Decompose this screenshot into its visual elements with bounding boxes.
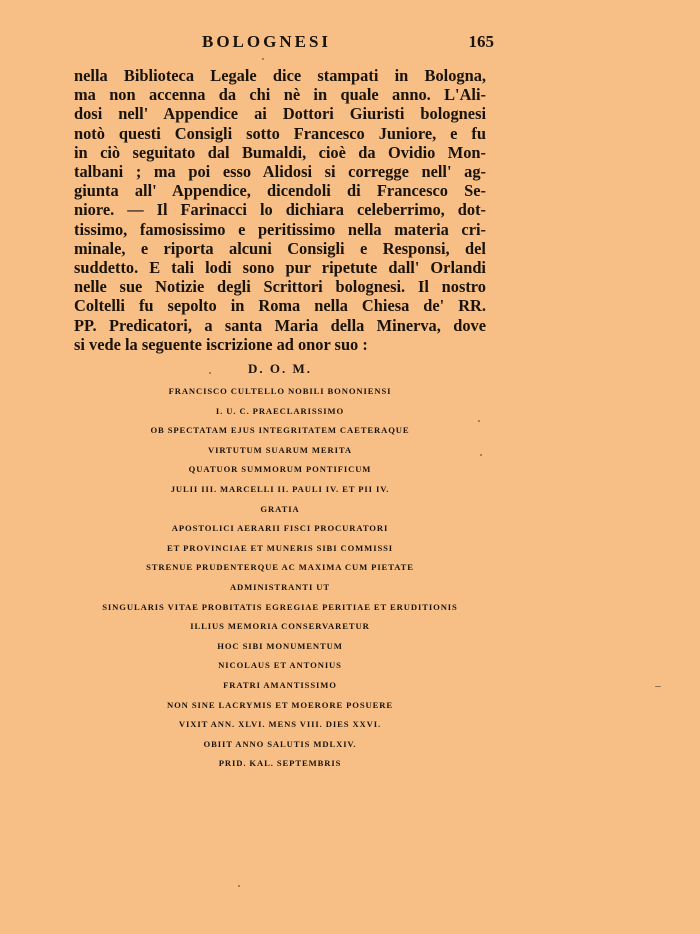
inscription-heading: D. O. M.: [247, 361, 313, 376]
inscription-line: QUATUOR SUMMORUM PONTIFICUM: [188, 464, 372, 475]
text-line: nella Biblioteca Legale dice stampati in Bologna,: [74, 66, 486, 85]
text-line: ma non accenna da chi nè in quale anno. L'Ali-: [74, 85, 486, 105]
text-line: dosi nell' Appendice ai Dottori Giuristi bolognesi: [74, 104, 486, 124]
inscription-line: VIRTUTUM SUARUM MERITA: [208, 444, 352, 455]
text-line: giunta all' Appendice, dicendoli di Francesco Se-: [74, 181, 486, 201]
text-line: PP. Predicatori, a santa Maria della Minerva, dove: [74, 315, 486, 335]
epitaph-inscription: [70, 360, 490, 774]
scan-speck: [478, 420, 480, 422]
inscription-line: FRATRI AMANTISSIMO: [223, 679, 337, 690]
scan-speck: [480, 454, 482, 456]
scan-speck: [238, 885, 240, 887]
text-line: niore. — Il Farinacci lo dichiara celeberrimo, dot-: [74, 200, 486, 220]
inscription-line: I. U. C. PRAECLARISSIMO: [215, 405, 345, 416]
inscription-line: OBIIT ANNO SALUTIS MDLXIV.: [203, 738, 357, 749]
text-line: nelle sue Notizie degli Scrittori bolognesi. Il nostro: [74, 277, 486, 297]
text-line: tissimo, famosissimo e peritissimo nella materia cri-: [74, 219, 486, 239]
text-line: notò questi Consigli sotto Francesco Juniore, e fu: [74, 123, 486, 143]
inscription-line: HOC SIBI MONUMENTUM: [217, 640, 343, 651]
page-header: [74, 32, 494, 54]
inscription-line: OB SPECTATAM EJUS INTEGRITATEM CAETERAQUE: [150, 425, 410, 436]
text-line: Coltelli fu sepolto in Roma nella Chiesa de' RR.: [74, 296, 486, 316]
inscription-line: SINGULARIS VITAE PROBITATIS EGREGIAE PERITIAE ET ERUDITIONIS: [102, 601, 458, 612]
body-paragraph: [74, 66, 486, 354]
inscription-line: ADMINISTRANTI UT: [229, 581, 331, 592]
text-line: suddetto. E tali lodi sono pur ripetute dall' Orlandi: [74, 258, 486, 278]
inscription-line: JULII III. MARCELLI II. PAULI IV. ET PII IV.: [170, 483, 390, 494]
text-line: minale, e riporta alcuni Consigli e Responsi, del: [74, 238, 486, 258]
inscription-line: PRID. KAL. SEPTEMBRIS: [218, 758, 342, 769]
running-title: BOLOGNESI: [202, 32, 332, 51]
inscription-line: VIXIT ANN. XLVI. MENS VIII. DIES XXVI.: [178, 719, 382, 730]
inscription-line: NICOLAUS ET ANTONIUS: [218, 660, 342, 671]
text-line: in ciò seguitato dal Bumaldi, cioè da Ovidio Mon-: [74, 142, 486, 162]
page-number: 165: [468, 32, 494, 51]
inscription-line: APOSTOLICI AERARII FISCI PROCURATORI: [171, 523, 389, 534]
inscription-line: ET PROVINCIAE ET MUNERIS SIBI COMMISSI: [166, 542, 394, 553]
inscription-line: GRATIA: [260, 503, 300, 514]
text-line: si vede la seguente iscrizione ad onor suo :: [74, 334, 368, 354]
inscription-line: NON SINE LACRYMIS ET MOERORE POSUERE: [166, 699, 394, 710]
inscription-line: FRANCISCO CULTELLO NOBILI BONONIENSI: [168, 386, 392, 396]
inscription-line: STRENUE PRUDENTERQUE AC MAXIMA CUM PIETATE: [146, 562, 414, 573]
text-line: talbani ; ma poi esso Alidosi si corregge nell' ag-: [74, 162, 486, 182]
inscription-line: ILLIUS MEMORIA CONSERVARETUR: [190, 621, 370, 632]
scan-speck: [655, 686, 661, 687]
scan-speck: [262, 58, 264, 60]
scan-speck: [209, 372, 211, 374]
